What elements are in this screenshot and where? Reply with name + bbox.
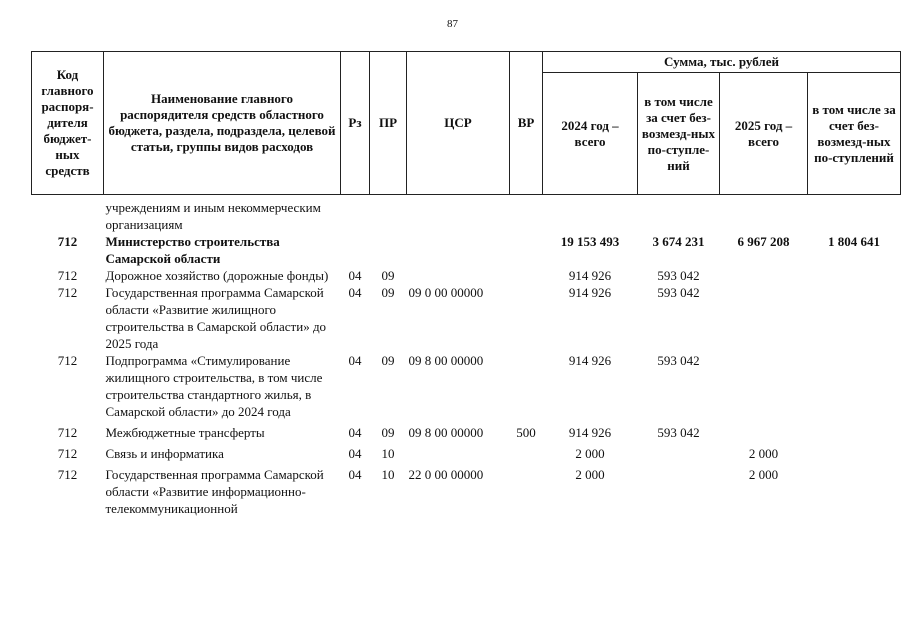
cell-2024-total: 914 926 xyxy=(568,425,612,440)
table-row xyxy=(32,267,901,284)
header-2025-free: в том числе за счет без-возмезд-ных по-ступлений xyxy=(808,73,901,195)
table-row xyxy=(32,352,901,420)
cell-rz: 04 xyxy=(348,285,362,300)
cell-pr: 10 xyxy=(381,467,395,482)
cell-2025-total: 2 000 xyxy=(748,446,779,461)
cell-2024-free xyxy=(638,199,720,233)
cell-csr: 09 8 00 00000 xyxy=(408,353,484,368)
table-row xyxy=(32,284,901,352)
cell-pr xyxy=(370,199,407,233)
header-csr: ЦСР xyxy=(407,52,510,195)
cell-2025-total xyxy=(720,420,808,441)
cell-csr xyxy=(407,267,510,284)
cell-vr xyxy=(510,267,543,284)
cell-name: Дорожное хозяйство (дорожные фонды) xyxy=(105,268,329,283)
cell-vr xyxy=(510,199,543,233)
cell-2024-total: 914 926 xyxy=(568,285,612,300)
cell-pr: 10 xyxy=(381,446,395,461)
cell-2024-free: 593 042 xyxy=(657,285,700,300)
cell-2025-free xyxy=(808,199,901,233)
header-vr: ВР xyxy=(510,52,543,195)
cell-2025-free xyxy=(808,352,901,420)
cell-pr: 09 xyxy=(381,425,395,440)
cell-csr xyxy=(407,441,510,462)
cell-code: 712 xyxy=(57,425,78,440)
cell-name: Подпрограмма «Стимулирование жилищного строительства, в том числе строительства стандартного жилья, в Самарской области» до 2024 года xyxy=(105,353,323,419)
cell-vr xyxy=(510,352,543,420)
cell-2025-free xyxy=(808,284,901,352)
cell-2025-total xyxy=(720,284,808,352)
cell-2024-total: 2 000 xyxy=(575,467,605,482)
cell-2025-total xyxy=(720,352,808,420)
cell-2025-free xyxy=(808,420,901,441)
cell-vr: 500 xyxy=(516,425,536,440)
cell-2024-free xyxy=(638,441,720,462)
cell-2025-total: 2 000 xyxy=(748,467,779,482)
cell-pr xyxy=(370,233,407,267)
cell-name: Министерство строительства Самарской области xyxy=(105,234,280,266)
cell-pr: 09 xyxy=(381,353,395,368)
cell-2025-free xyxy=(808,462,901,517)
cell-csr: 09 8 00 00000 xyxy=(408,425,484,440)
cell-csr: 09 0 00 00000 xyxy=(408,285,484,300)
cell-rz: 04 xyxy=(348,425,362,440)
cell-code: 712 xyxy=(57,446,78,461)
header-sum-group: Сумма, тыс. рублей xyxy=(543,52,901,73)
cell-csr: 22 0 00 00000 xyxy=(408,467,484,482)
cell-name: учреждениям и иным некоммерческим организациям xyxy=(105,200,321,232)
cell-vr xyxy=(510,441,543,462)
cell-pr: 09 xyxy=(381,285,395,300)
cell-code: 712 xyxy=(57,234,78,249)
table-row xyxy=(32,462,901,517)
header-pr: ПР xyxy=(370,52,407,195)
cell-code xyxy=(32,199,104,233)
cell-2024-free: 3 674 231 xyxy=(652,234,705,249)
header-rz: Рз xyxy=(341,52,370,195)
cell-2024-free: 593 042 xyxy=(657,353,700,368)
cell-code: 712 xyxy=(57,285,78,300)
cell-name: Государственная программа Самарской области «Развитие информационно-телекоммуникационной xyxy=(105,467,324,516)
cell-vr xyxy=(510,462,543,517)
cell-2025-free: 1 804 641 xyxy=(828,234,880,249)
cell-vr xyxy=(510,233,543,267)
cell-rz: 04 xyxy=(348,467,362,482)
cell-2025-total xyxy=(720,199,808,233)
cell-2025-free xyxy=(808,267,901,284)
header-2025-total: 2025 год – всего xyxy=(720,73,808,195)
table-row xyxy=(32,441,901,462)
cell-name: Государственная программа Самарской области «Развитие жилищного строительства в Самарской области» до 2025 года xyxy=(105,285,327,351)
cell-2024-free: 593 042 xyxy=(657,268,700,283)
cell-rz xyxy=(341,199,370,233)
cell-name: Межбюджетные трансферты xyxy=(105,425,265,440)
header-name: Наименование главного распорядителя средств областного бюджета, раздела, подраздела, целевой статьи, группы видов расходов xyxy=(104,52,341,195)
cell-2024-total: 2 000 xyxy=(575,446,605,461)
cell-2024-free xyxy=(638,462,720,517)
cell-name: Связь и информатика xyxy=(105,446,224,461)
cell-code: 712 xyxy=(57,467,78,482)
cell-csr xyxy=(407,199,510,233)
cell-rz: 04 xyxy=(348,446,362,461)
cell-2025-total: 6 967 208 xyxy=(737,234,790,249)
header-2024-free: в том числе за счет без-возмезд-ных по-ступле-ний xyxy=(638,73,720,195)
cell-2025-total xyxy=(720,267,808,284)
table-row xyxy=(32,233,901,267)
table-row xyxy=(32,199,901,233)
cell-2025-free xyxy=(808,441,901,462)
cell-2024-total: 914 926 xyxy=(568,353,612,368)
cell-code: 712 xyxy=(57,268,78,283)
cell-pr: 09 xyxy=(381,268,395,283)
cell-rz xyxy=(341,233,370,267)
cell-rz: 04 xyxy=(348,268,362,283)
header-code: Код главного распоря-дителя бюджет-ных средств xyxy=(32,52,104,195)
cell-2024-total xyxy=(543,199,638,233)
page-number: 87 xyxy=(447,18,458,30)
cell-2024-total: 914 926 xyxy=(568,268,612,283)
budget-table xyxy=(31,51,901,517)
cell-2024-total: 19 153 493 xyxy=(560,234,620,249)
cell-csr xyxy=(407,233,510,267)
cell-vr xyxy=(510,284,543,352)
cell-rz: 04 xyxy=(348,353,362,368)
table-row xyxy=(32,420,901,441)
cell-code: 712 xyxy=(57,353,78,368)
header-2024-total: 2024 год – всего xyxy=(543,73,638,195)
cell-2024-free: 593 042 xyxy=(657,425,700,440)
